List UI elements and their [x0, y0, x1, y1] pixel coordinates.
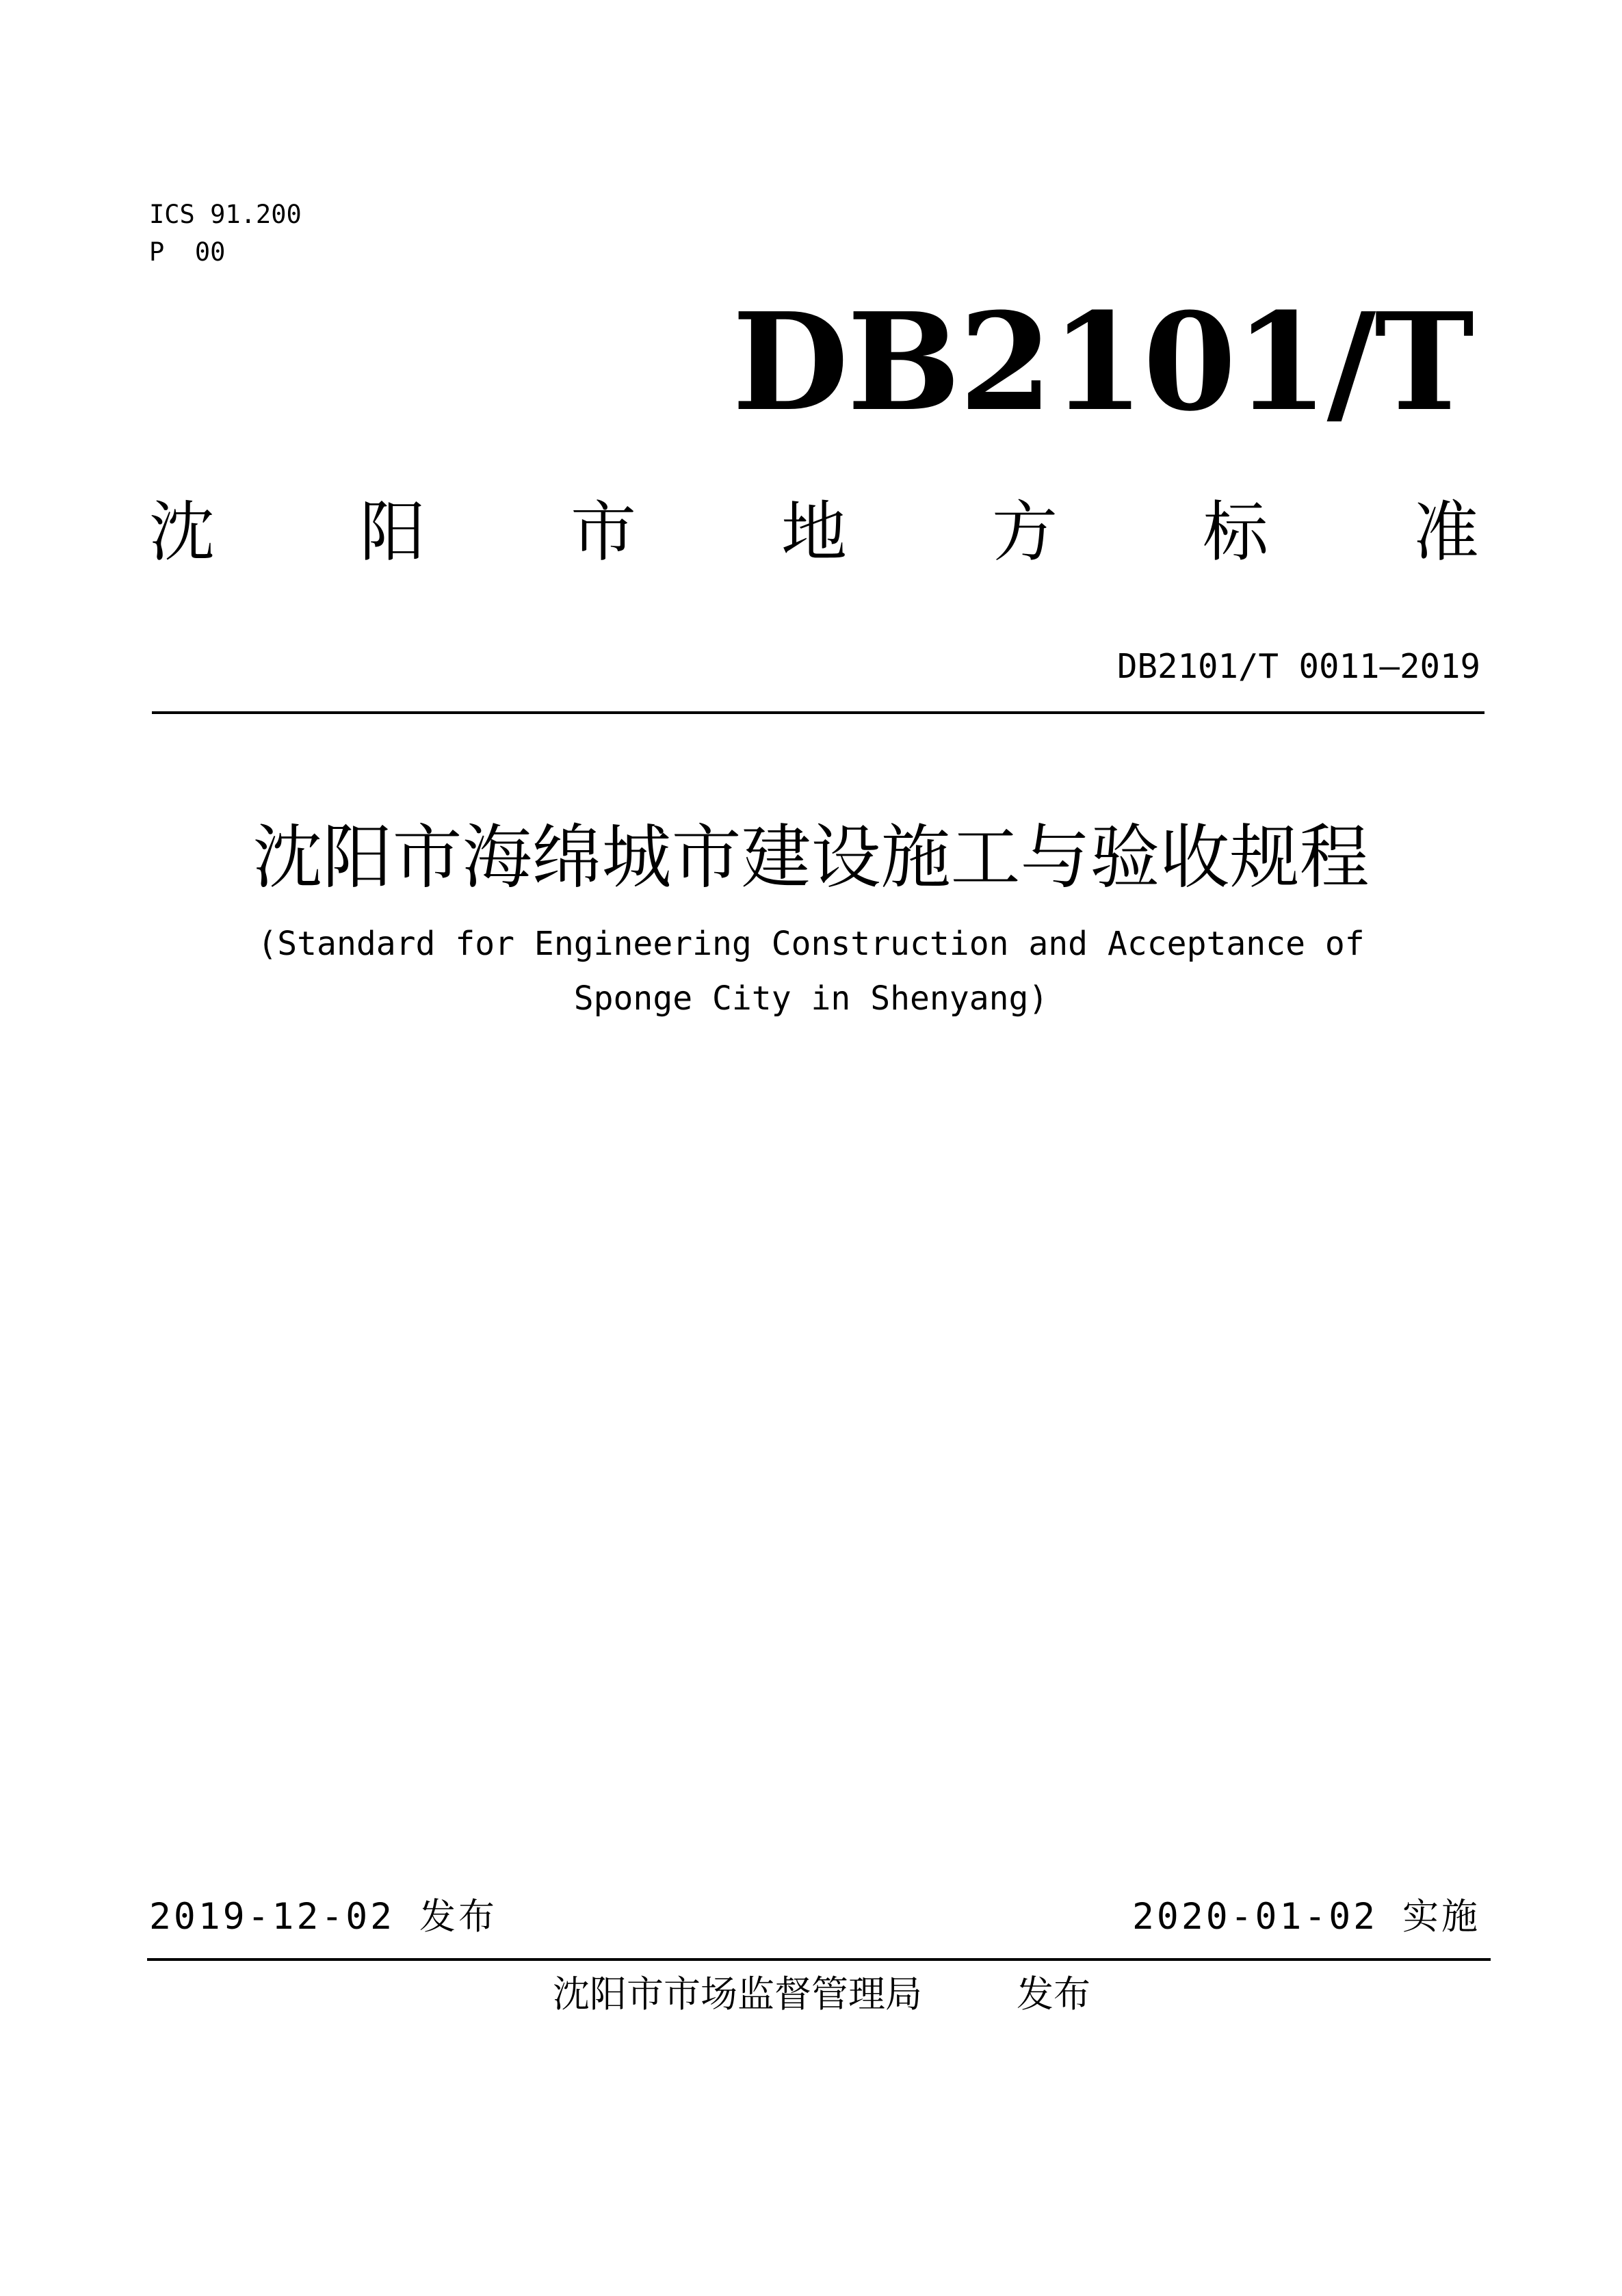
standard-type-char: 市 — [571, 494, 636, 570]
document-title-chinese: 沈阳市海绵城市建设施工与验收规程 — [252, 817, 1370, 899]
standard-mark: DB2101/T — [732, 284, 1473, 441]
ics-code: ICS 91.200 — [149, 200, 302, 229]
implementation-date: 2020-01-02 实施 — [1132, 1896, 1480, 1938]
document-title-english: (Standard for Engineering Construction and Acceptance of Sponge City in Shenyang) — [257, 925, 1365, 1018]
ccs-code: P 00 — [149, 237, 226, 267]
issue-date: 2019-12-02 发布 — [149, 1896, 497, 1938]
standard-type-char: 准 — [1413, 494, 1479, 570]
top-divider — [152, 711, 1484, 714]
standard-type-char: 地 — [781, 494, 847, 570]
issuing-action: 发布 — [1017, 1972, 1090, 2016]
standard-type-char: 方 — [992, 494, 1058, 570]
standard-number: DB2101/T 0011—2019 — [1116, 647, 1480, 686]
standard-type-char: 标 — [1203, 494, 1268, 570]
standard-type-char: 阳 — [360, 494, 426, 570]
bottom-divider — [147, 1958, 1491, 1961]
issuing-authority: 沈阳市市场监督管理局 — [553, 1972, 922, 2016]
standard-type-char: 沈 — [149, 494, 215, 570]
standard-type-title — [149, 491, 1479, 573]
